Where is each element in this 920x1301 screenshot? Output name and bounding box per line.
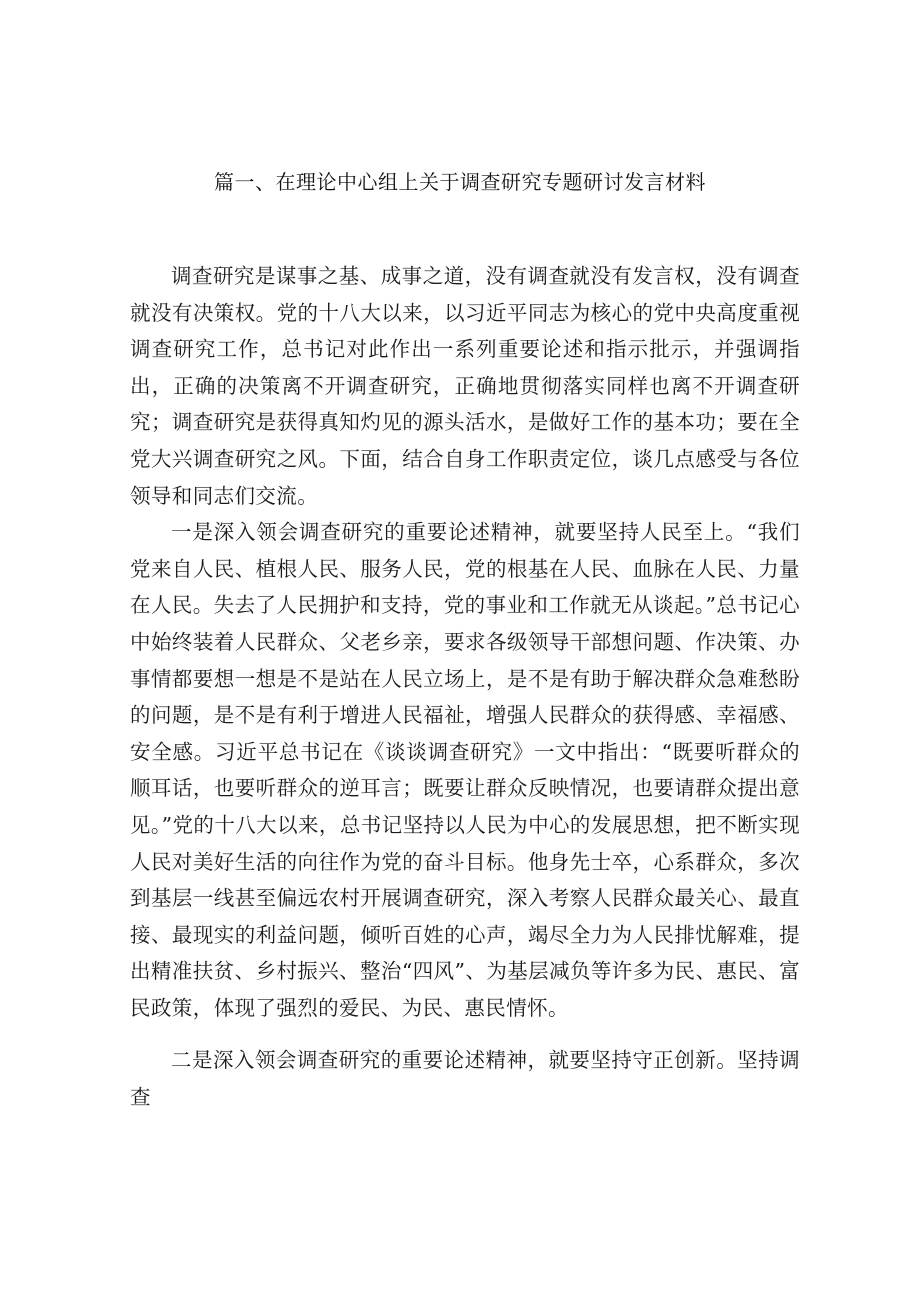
- paragraph-point-one: 一是深入领会调查研究的重要论述精神，就要坚持人民至上。“我们党来自人民、植根人民、服务人民，党的根基在人民、血脉在人民、力量在人民。失去了人民拥护和支持，党的事业和工作就无从谈起。”总书记心中始终装着人民群众、父老乡亲，要求各级领导干部想问题、作决策、办事情都要想一想是不是站在人民立场上，是不是有助于解决群众急难愁盼的问题，是不是有利于增进人民福祉，增强人民群众的获得感、幸福感、安全感。习近平总书记在《谈谈调查研究》一文中指出：“既要听群众的顺耳话，也要听群众的逆耳言；既要让群众反映情况，也要请群众提出意见。”党的十八大以来，总书记坚持以人民为中心的发展思想，把不断实现人民对美好生活的向往作为党的奋斗目标。他身先士卒，心系群众，多次到基层一线甚至偏远农村开展调查研究，深入考察人民群众最关心、最直接、最现实的利益问题，倾听百姓的心声，竭尽全力为人民排忧解难，提出精准扶贫、乡村振兴、整治“四风”、为基层减负等许多为民、惠民、富民政策，体现了强烈的爱民、为民、惠民情怀。: [130, 520, 800, 1020]
- document-title: 篇一、在理论中心组上关于调查研究专题研讨发言材料: [214, 170, 706, 194]
- paragraph-intro: 调查研究是谋事之基、成事之道，没有调查就没有发言权，没有调查就没有决策权。党的十八大以来，以习近平同志为核心的党中央高度重视调查研究工作，总书记对此作出一系列重要论述和指示批示，并强调指出，正确的决策离不开调查研究，正确地贯彻落实同样也离不开调查研究；调查研究是获得真知灼见的源头活水，是做好工作的基本功；要在全党大兴调查研究之风。下面，结合自身工作职责定位，谈几点感受与各位领导和同志们交流。: [130, 264, 800, 508]
- paragraph-point-two: 二是深入领会调查研究的重要论述精神，就要坚持守正创新。坚持调查: [130, 1048, 800, 1110]
- document-body: [130, 258, 800, 1116]
